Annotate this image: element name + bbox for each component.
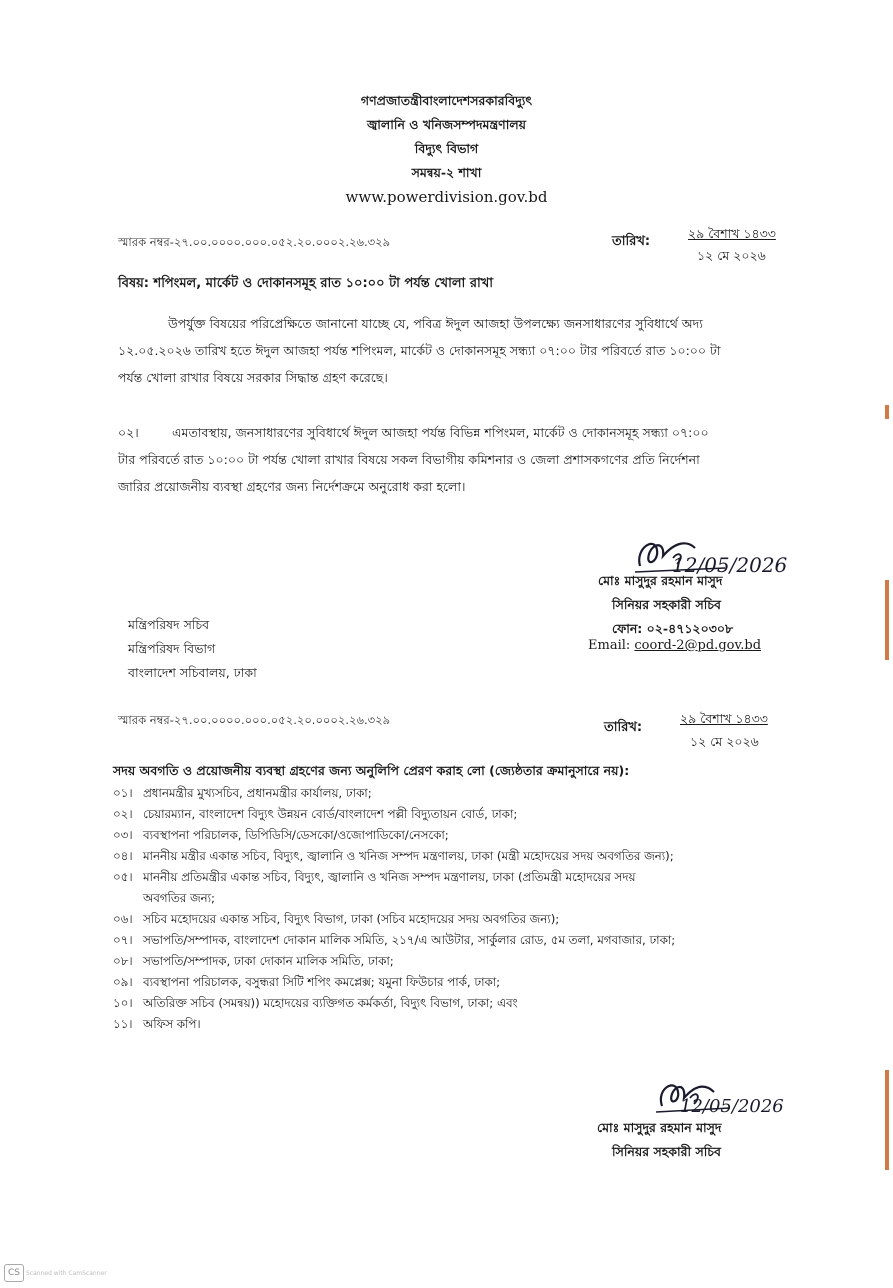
scan-edge-mark (885, 405, 889, 419)
memo-date-gregorian: ১২ মে ২০২৬ (697, 248, 766, 263)
signature-1-date: 12/05/2026 (672, 553, 788, 577)
body-paragraph-2 (118, 419, 818, 500)
header-division: বিদ্যুৎ বিভাগ (414, 141, 479, 156)
list-item: ০৭। সভাপতি/সম্পাদক, বাংলাদেশ দোকান মালিক সমিতি, ২১৭/এ আউটার, সার্কুলার রোড, ৫ম তলা, মগবাজার, ঢাকা; (113, 933, 676, 947)
list-item-continuation: অবগতির জন্য; (143, 891, 215, 905)
recipient-line-1: মন্ত্রিপরিষদ সচিব (128, 617, 210, 632)
signatory-1-email-link[interactable]: coord-2@pd.gov.bd (634, 638, 762, 653)
scan-edge-mark (885, 1070, 889, 1170)
recipient-line-3: বাংলাদেশ সচিবালয়, ঢাকা (128, 665, 257, 680)
signatory-1-email-row (588, 638, 761, 653)
scan-edge-mark (885, 580, 889, 660)
signature-2-date: 12/05/2026 (680, 1096, 784, 1117)
list-item: ০৬। সচিব মহোদয়ের একান্ত সচিব, বিদ্যুৎ বিভাগ, ঢাকা (সচিব মহোদয়ের সদয় অবগতির জন্য); (113, 912, 560, 926)
header-government: গণপ্রজাতন্ত্রীবাংলাদেশসরকারবিদ্যুৎ (360, 93, 533, 108)
para1-line2: ১২.০৫.২০২৬ তারিখ হতে ঈদুল আজহা পর্যন্ত শপিংমল, মার্কেট ও দোকানসমূহ সন্ধ্যা ০৭:০০ টার পরিবর্তে রাত ১০:০০ টা (118, 343, 721, 358)
header-ministry: জ্বালানি ও খনিজসম্পদমন্ত্রণালয় (366, 117, 527, 132)
list-item: ০১। প্রধানমন্ত্রীর মুখ্যসচিব, প্রধানমন্ত্রীর কার্যালয়, ঢাকা; (113, 786, 372, 800)
header-website: www.powerdivision.gov.bd (345, 188, 548, 206)
copy-heading: সদয় অবগতি ও প্রয়োজনীয় ব্যবস্থা গ্রহণের জন্য অনুলিপি প্রেরণ করাহ লো (জ্যেষ্ঠতার ক্রমানুসারে নয়): (113, 763, 630, 778)
signatory-1-phone: ফোন: ০২-৪৭১২০৩০৮ (612, 621, 734, 636)
memo-date-bangla: ২৯ বৈশাখ ১৪৩৩ (688, 226, 776, 241)
list-item: ০৫। মাননীয় প্রতিমন্ত্রীর একান্ত সচিব, বিদ্যুৎ, জ্বালানি ও খনিজ সম্পদ মন্ত্রণালয়, ঢাকা (প্রতিমন্ত্রী মহোদয়ের সদয় (113, 870, 636, 884)
memo2-date-label: তারিখ: (604, 720, 643, 735)
body-paragraph-1 (118, 310, 818, 391)
list-item: ১১। অফিস কপি। (113, 1017, 201, 1031)
signatory-1-designation: সিনিয়র সহকারী সচিব (612, 597, 721, 612)
memo-number: স্মারক নম্বর-২৭.০০.০০০০.০০০.০৫২.২০.০০০২.২৬.৩২৯ (118, 235, 391, 249)
list-item: ০২। চেয়ারম্যান, বাংলাদেশ বিদ্যুৎ উন্নয়ন বোর্ড/বাংলাদেশ পল্লী বিদ্যুতায়ন বোর্ড, ঢাকা; (113, 807, 518, 821)
list-item: ১০। অতিরিক্ত সচিব (সমন্বয়)) মহোদয়ের ব্যক্তিগত কর্মকর্তা, বিদ্যুৎ বিভাগ, ঢাকা; এবং (113, 996, 518, 1010)
header-branch: সমন্বয়-২ শাখা (411, 165, 482, 180)
list-item: ০৩। ব্যবস্থাপনা পরিচালক, ডিপিডিসি/ডেসকো/ওজোপাডিকো/নেসকো; (113, 828, 449, 842)
para2-line1: এমতাবস্থায়, জনসাধারণের সুবিধার্থে ঈদুল আজহা পর্যন্ত বিভিন্ন শপিংমল, মার্কেট ও দোকানসমূহ সন্ধ্যা ০৭:০০ (172, 425, 709, 440)
para1-line1: উপর্যুক্ত বিষয়ের পরিপ্রেক্ষিতে জানানো যাচ্ছে যে, পবিত্র ঈদুল আজহা উপলক্ষ্যে জনসাধারণের সুবিধার্থে অদ্য (168, 316, 703, 331)
list-item: ০৯। ব্যবস্থাপনা পরিচালক, বসুন্ধরা সিটি শপিং কমপ্লেক্স; যমুনা ফিউচার পার্ক, ঢাকা; (113, 975, 501, 989)
subject-line: বিষয়: শপিংমল, মার্কেট ও দোকানসমূহ রাত ১০:০০ টা পর্যন্ত খোলা রাখা (118, 276, 494, 291)
scanner-caption: Scanned with CamScanner (26, 1270, 107, 1277)
memo2-date-gregorian: ১২ মে ২০২৬ (690, 734, 759, 749)
para2-number: ০২। (118, 425, 139, 440)
para2-line2: টার পরিবর্তে রাত ১০:০০ টা পর্যন্ত খোলা রাখার বিষয়ে সকল বিভাগীয় কমিশনার ও জেলা প্রশাসকগণের প্রতি নির্দেশনা (118, 452, 700, 467)
copy-list (113, 783, 675, 1035)
recipient-line-2: মন্ত্রিপরিষদ বিভাগ (128, 641, 216, 656)
memo2-date-bangla: ২৯ বৈশাখ ১৪৩৩ (680, 711, 768, 726)
signatory-2-name: মোঃ মাসুদুর রহমান মাসুদ (597, 1120, 722, 1135)
list-item: ০৮। সভাপতি/সম্পাদক, ঢাকা দোকান মালিক সমিতি, ঢাকা; (113, 954, 394, 968)
memo2-number: স্মারক নম্বর-২৭.০০.০০০০.০০০.০৫২.২০.০০০২.২৬.৩২৯ (118, 713, 391, 727)
signatory-2-designation: সিনিয়র সহকারী সচিব (612, 1144, 721, 1159)
camscanner-logo-icon: CS (4, 1264, 24, 1282)
signatory-1-name: মোঃ মাসুদুর রহমান মাসুদ (598, 573, 723, 588)
email-label: Email: (588, 638, 631, 653)
list-item: ০৪। মাননীয় মন্ত্রীর একান্ত সচিব, বিদ্যুৎ, জ্বালানি ও খনিজ সম্পদ মন্ত্রণালয়, ঢাকা (মন্ত্রী মহোদয়ের সদয় অবগতির জন্য); (113, 849, 674, 863)
para2-line3: জারির প্রয়োজনীয় ব্যবস্থা গ্রহণের জন্য নির্দেশক্রমে অনুরোধ করা হলো। (118, 479, 466, 494)
para1-line3: পর্যন্ত খোলা রাখার বিষয়ে সরকার সিদ্ধান্ত গ্রহণ করেছে। (118, 370, 388, 385)
memo-date-label: তারিখ: (612, 234, 651, 249)
